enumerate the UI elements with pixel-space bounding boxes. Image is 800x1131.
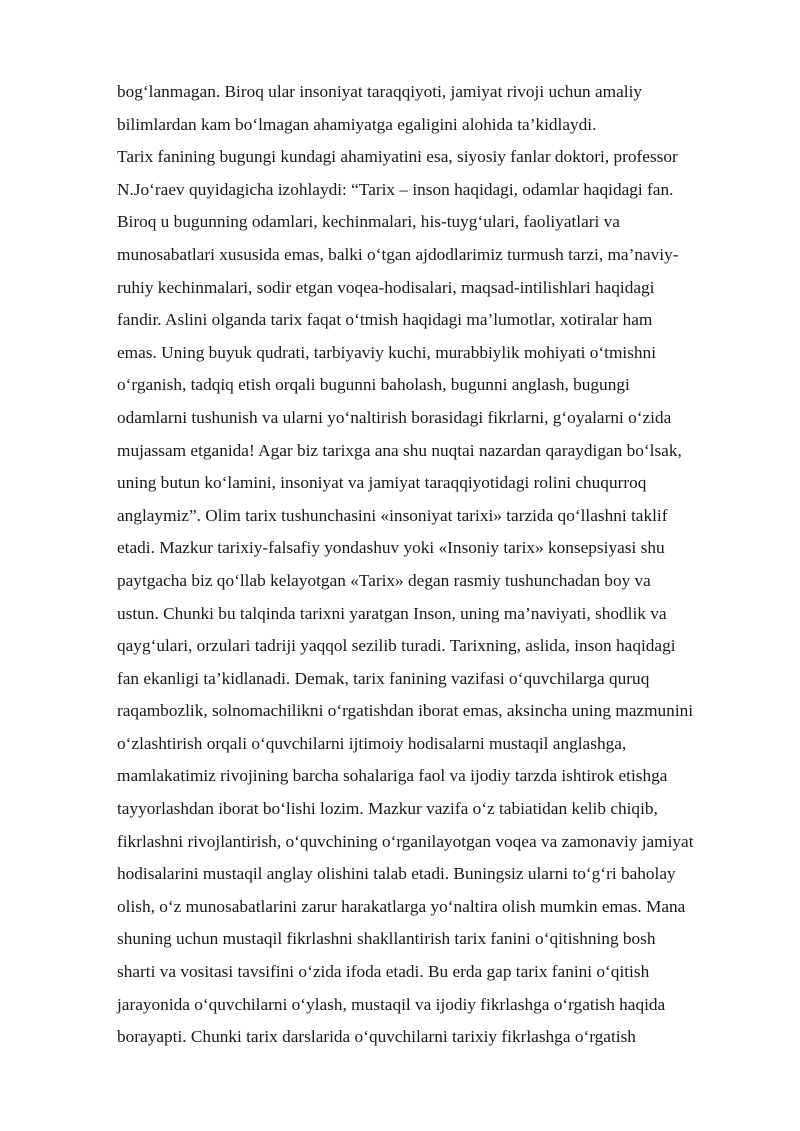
text-line: o‘rganish, tadqiq etish orqali bugunni baholash, bugunni anglash, bugungi	[117, 375, 630, 395]
text-line: N.Jo‘raev quyidagicha izohlaydi: “Tarix – inson haqidagi, odamlar haqidagi fan.	[117, 179, 674, 199]
text-line: ruhiy kechinmalari, sodir etgan voqea-hodisalari, maqsad-intilishlari haqidagi	[117, 277, 655, 297]
text-line: emas. Uning buyuk qudrati, tarbiyaviy kuchi, murabbiylik mohiyati o‘tmishni	[117, 342, 657, 362]
text-line: mujassam etganida! Agar biz tarixga ana shu nuqtai nazardan qaraydigan bo‘lsak,	[117, 440, 682, 460]
text-line: odamlarni tushunish va ularni yo‘naltirish borasidagi fikrlarni, g‘oyalarni o‘zida	[117, 407, 672, 427]
text-line: jarayonida o‘quvchilarni o‘ylash, mustaqil va ijodiy fikrlashga o‘rgatish haqida	[117, 994, 666, 1014]
text-line: tayyorlashdan iborat bo‘lishi lozim. Mazkur vazifa o‘z tabiatidan kelib chiqib,	[117, 799, 658, 819]
text-line: raqambozlik, solnomachilikni o‘rgatishdan iborat emas, aksincha uning mazmunini	[117, 701, 694, 721]
text-line: Tarix fanining bugungi kundagi ahamiyatini esa, siyosiy fanlar doktori, professor	[117, 147, 678, 167]
text-line: uning butun ko‘lamini, insoniyat va jamiyat taraqqiyotidagi rolini chuqurroq	[117, 473, 647, 493]
text-line: anglaymiz”. Olim tarix tushunchasini «insoniyat tarixi» tarzida qo‘llashni taklif	[117, 505, 668, 525]
text-line: mamlakatimiz rivojining barcha sohalariga faol va ijodiy tarzda ishtirok etishga	[117, 766, 668, 786]
body-text	[117, 76, 757, 1054]
text-line: fandir. Aslini olganda tarix faqat o‘tmish haqidagi ma’lumotlar, xotiralar ham	[117, 310, 653, 330]
text-line: Biroq u bugunning odamlari, kechinmalari, his-tuyg‘ulari, faoliyatlari va	[117, 212, 620, 232]
text-line: etadi. Mazkur tarixiy-falsafiy yondashuv yoki «Insoniy tarix» konsepsiyasi shu	[117, 538, 665, 558]
text-line: bilimlardan kam bo‘lmagan ahamiyatga egaligini alohida ta’kidlaydi.	[117, 114, 597, 134]
text-line: fikrlashni rivojlantirish, o‘quvchining o‘rganilayotgan voqea va zamonaviy jamiyat	[117, 831, 694, 851]
text-line: ustun. Chunki bu talqinda tarixni yaratgan Inson, uning ma’naviyati, shodlik va	[117, 603, 667, 623]
text-line: o‘zlashtirish orqali o‘quvchilarni ijtimoiy hodisalarni mustaqil anglashga,	[117, 733, 627, 753]
text-line: bog‘lanmagan. Biroq ular insoniyat taraqqiyoti, jamiyat rivoji uchun amaliy	[117, 82, 643, 101]
text-line: fan ekanligi ta’kidlanadi. Demak, tarix fanining vazifasi o‘quvchilarga quruq	[117, 668, 650, 688]
text-line: borayapti. Chunki tarix darslarida o‘quvchilarni tarixiy fikrlashga o‘rgatish	[117, 1027, 636, 1047]
text-line: sharti va vositasi tavsifini o‘zida ifoda etadi. Bu erda gap tarix fanini o‘qitish	[117, 962, 650, 982]
text-line: olish, o‘z munosabatlarini zarur harakatlarga yo‘naltira olish mumkin emas. Mana	[117, 896, 686, 916]
text-line: paytgacha biz qo‘llab kelayotgan «Tarix» degan rasmiy tushunchadan boy va	[117, 570, 651, 590]
text-line: shuning uchun mustaqil fikrlashni shakllantirish tarix fanini o‘qitishning bosh	[117, 929, 656, 949]
text-line: hodisalarini mustaqil anglay olishini talab etadi. Buningsiz ularni to‘g‘ri baholay	[117, 864, 676, 884]
text-line: qayg‘ulari, orzulari tadriji yaqqol sezilib turadi. Tarixning, aslida, inson haqidagi	[117, 636, 676, 656]
text-line: munosabatlari xususida emas, balki o‘tgan ajdodlarimiz turmush tarzi, ma’naviy-	[117, 244, 679, 264]
